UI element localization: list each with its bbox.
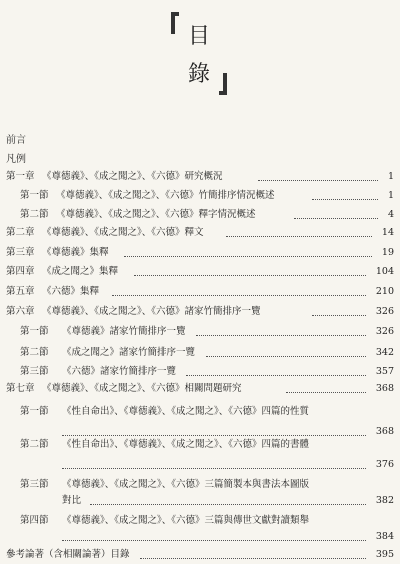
leader-dots (294, 204, 378, 219)
entry-title: 《尊德義》、《成之聞之》、《六德》釋字情況概述 (56, 209, 256, 220)
page-number: 104 (375, 266, 394, 277)
chapter-label: 第四章 (6, 266, 35, 277)
entry-title: 《尊德義》、《成之聞之》、《六德》三篇簡製本與書法本圖版 (62, 479, 310, 490)
section-label: 第二節 (20, 209, 49, 220)
toc-entry-ch3 (0, 246, 400, 260)
toc-entry-ch7 (0, 382, 400, 396)
entry-title: 《尊德義》、《成之聞之》、《六德》竹簡排序情況概述 (56, 190, 275, 201)
page-number: 210 (375, 286, 394, 297)
toc-entry-ch1-s1 (0, 189, 400, 203)
section-label: 第三節 (20, 479, 49, 490)
leader-dots (226, 222, 372, 237)
leader-dots (286, 378, 366, 393)
toc-entry-ch7-s1 (0, 405, 400, 419)
toc-title-block (171, 12, 227, 95)
title-char-1: 目 (187, 24, 210, 49)
leader-dots (206, 342, 366, 357)
page-number: 1 (387, 190, 394, 201)
chapter-label: 第二章 (6, 227, 35, 238)
page-number: 368 (375, 426, 394, 437)
page-number: 14 (381, 227, 394, 238)
page-number: 368 (375, 383, 394, 394)
page-number: 384 (375, 531, 394, 542)
page-number: 19 (381, 247, 394, 258)
toc-entry-ch1 (0, 170, 400, 184)
leader-dots (62, 454, 366, 469)
entry-title: 《尊德義》、《成之聞之》、《六德》諸家竹簡排序一覽 (42, 306, 261, 317)
leader-dots (62, 526, 366, 541)
entry-title: 《尊德義》集釋 (42, 247, 109, 258)
toc-entry-ch2 (0, 226, 400, 240)
leader-dots (312, 301, 366, 316)
page-number: 382 (375, 495, 394, 506)
toc-entry-ch7-s2 (0, 438, 400, 452)
toc-entry-ch6-s3 (0, 365, 400, 379)
toc-entry-ch6-s2 (0, 346, 400, 360)
toc-entry-ch5 (0, 285, 400, 299)
entry-title: 《性自命出》、《尊德義》、《成之聞之》、《六德》四篇的書體 (62, 439, 310, 450)
preface-entry: 前言 (6, 135, 26, 146)
chapter-label: 第三章 (6, 247, 35, 258)
leader-dots (312, 185, 378, 200)
page-number: 4 (387, 209, 394, 220)
chapter-label: 第六章 (6, 306, 35, 317)
chapter-label: 第一章 (6, 171, 35, 182)
leader-dots (112, 281, 366, 296)
entry-title: 《成之聞之》諸家竹簡排序一覽 (62, 347, 196, 358)
entry-title: 《六德》諸家竹簡排序一覽 (62, 366, 177, 377)
page-number: 1 (387, 171, 394, 182)
toc-entry-ch6 (0, 305, 400, 319)
page-number: 357 (375, 366, 394, 377)
page-number: 326 (375, 326, 394, 337)
entry-title: 《性自命出》、《尊德義》、《成之聞之》、《六德》四篇的性質 (62, 406, 310, 417)
leader-dots (258, 166, 378, 181)
entry-title: 《尊德義》、《成之聞之》、《六德》研究概況 (42, 171, 223, 182)
section-label: 第一節 (20, 190, 49, 201)
entry-title: 參考論著（含相關論著）目錄 (6, 549, 130, 560)
chapter-label: 第七章 (6, 383, 35, 394)
section-label: 第一節 (20, 326, 49, 337)
section-label: 第三節 (20, 366, 49, 377)
page-number: 342 (375, 347, 394, 358)
entry-title: 《尊德義》、《成之聞之》、《六德》三篇與傳世文獻對讀類舉 (62, 515, 310, 526)
leader-dots (90, 490, 366, 505)
leader-dots (140, 544, 366, 559)
page-number: 326 (375, 306, 394, 317)
leader-dots (134, 261, 366, 276)
leader-dots (62, 421, 366, 436)
entry-title: 《成之聞之》集釋 (42, 266, 119, 277)
entry-title-continued: 對比 (62, 495, 82, 506)
conventions-entry: 凡例 (6, 154, 26, 165)
toc-entry-ch1-s2 (0, 208, 400, 222)
entry-title: 《尊德義》、《成之聞之》、《六德》釋文 (42, 227, 204, 238)
section-label: 第四節 (20, 515, 49, 526)
leader-dots (124, 242, 372, 257)
toc-entry-ch4 (0, 265, 400, 279)
leader-dots (186, 361, 366, 376)
section-label: 第一節 (20, 406, 49, 417)
section-label: 第二節 (20, 439, 49, 450)
chapter-label: 第五章 (6, 286, 35, 297)
entry-title: 《六德》集釋 (42, 286, 100, 297)
toc-entry-ch6-s1 (0, 325, 400, 339)
title-char-2: 錄 (187, 62, 210, 87)
page-number: 395 (375, 549, 394, 560)
leader-dots (196, 321, 366, 336)
entry-title: 《尊德義》諸家竹簡排序一覽 (62, 326, 186, 337)
entry-title: 《尊德義》、《成之聞之》、《六德》相關問題研究 (42, 383, 242, 394)
toc-entry-references (0, 548, 400, 562)
section-label: 第二節 (20, 347, 49, 358)
page-number: 376 (375, 459, 394, 470)
